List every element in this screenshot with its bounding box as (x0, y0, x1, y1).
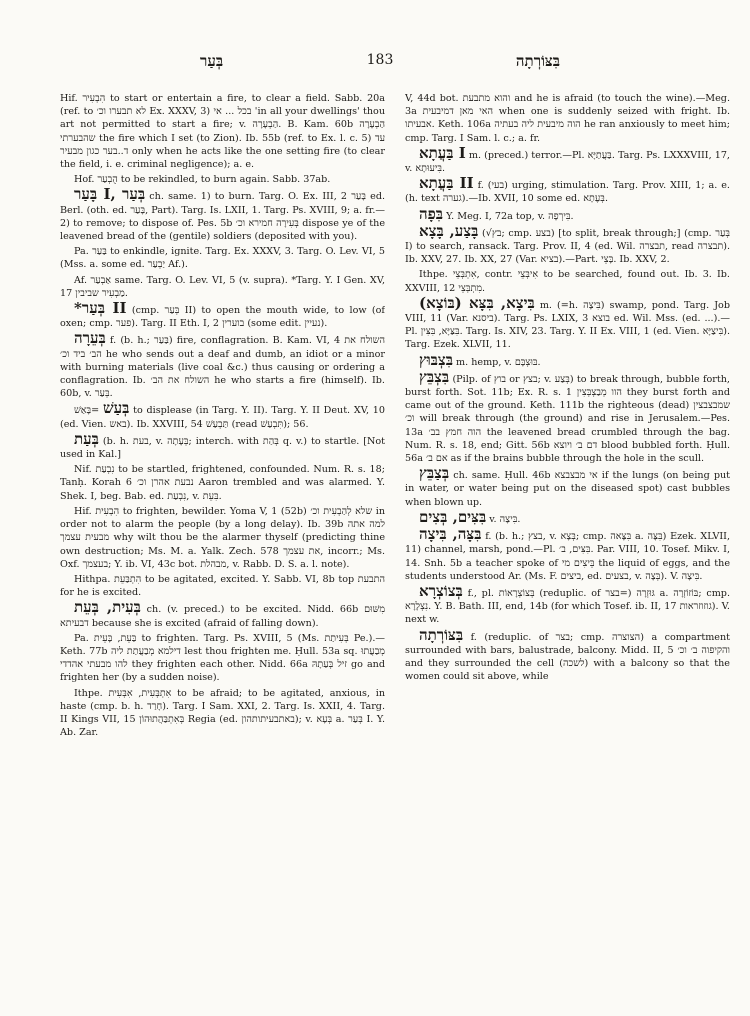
headword: בִּפָה (419, 204, 444, 223)
headword: בִּצְבּוּץ (419, 350, 453, 369)
entry-paragraph: Af. אַבְעַר same. Targ. O. Lev. VI, 5 (v. supra). *Targ. Y. I Gen. XV, 17 מַבְעִיר שביבין. (60, 274, 385, 299)
entry-paragraph: Pa. בַּעֵת, בָּעֵית to frighten. Targ. Ps. XVIII, 5 (Ms. בְּעִיתַת Pe.).—Keth. 77b דילמא מְבַעֲתַת ליה lest thou frighten me. Ḥull. 53a sq. מְבַעֲתוּ להו מבעתי אהדדי they frighten each other. Nidd. 66a זיל בְּעַתָהּ go and frighten her (by a sudden noise). (60, 632, 385, 684)
dictionary-entry (405, 464, 730, 509)
entry-definition: ch. same. 1) to burn. Targ. O. Ex. III, 2 בָּעַר ed. Berl. (oth. ed. בָּעַר, Part). Targ. Is. LXII, 1. Targ. Ps. XVIII, 9; a. fr.—2) to remove; to dispose of. Pes. 5b בְּעִירָה חמירא וכ׳ dispose ye of the leavened bread of the (gentile) soldiers (deposited with you). (60, 191, 385, 243)
headword: בִּצִּים, בְּצִים (419, 507, 487, 526)
dictionary-entry (405, 507, 730, 526)
headword: בְּעֵרָה (74, 329, 106, 348)
dictionary-entry (405, 174, 730, 205)
entry-paragraph: Ithpe. אִתְבְּצֵי, contr. אִיבְּצֵי to be searched, found out. Ib. 3. Ib. XXVIII, 12 מִתְבְּצֵי. (405, 269, 730, 294)
entry-definition: ch. same. Ḥull. 46b אי מבצבצא if the lungs (on being put in water, or water being put on the diseased spot) cast bubbles when blown up. (405, 470, 730, 508)
headword: *בְּעַר II (74, 299, 127, 318)
entry-definition: m. (preced.) terror.—Pl. בַּעֲתַיָּא. Targ. Ps. LXXXVIII, 17, v. בִּיעוּתָא. (405, 149, 730, 175)
entry-definition: f. (בעי) urging, stimulation. Targ. Prov. XIII, 1; a. e. (h. text גערה).—Ib. XVII, 10 some ed. בְּעֶתָא. (405, 180, 730, 205)
headword: בְּעַשׁ (103, 399, 130, 418)
entry-definition: ch. (v. preced.) to be excited. Nidd. 66b מִשּׁוּם דבעיתא because she is excited (afraid of falling down). (60, 604, 385, 629)
header-guide-word-right: בִּצּוֹרְתָה (515, 52, 560, 70)
entry-definition: (b. h. בעת, v. בְּעָתָה; interch. with בְּהַת q. v.) to startle. [Not used in Kal.] (60, 435, 385, 461)
headword: בַּעֲתָא II (419, 174, 474, 193)
entry-paragraph: Hif. הִבְעִיר to start or entertain a fire, to clear a field. Sabb. 20a (ref. to לא תבערו וכ׳ Ex. XXXV, 3) בכל ... אי 'in all your dwellings' thou art not permitted to start a fire; v. הַבְעָרָה. B. Kam. 60b הַבְעָרָה שהבערתי the fire which I set (to Zion). Ib. 55b (ref. to Ex. l. c. 5) עד ד..בער כגון מבעיר only when he acts like the one setting fire (to clear the field, i. e. criminal negligence); a. e. (60, 93, 385, 171)
dictionary-entry (60, 598, 385, 629)
entry-definition: f. (b. h.; בַּעַר) fire, conflagration. B. Kam. VI, 4 השולח את הב׳ ביד וכ׳ he who sends out a deaf and dumb, an idiot or a minor with burning materials (live coal &c.) thus causing or ordering a conflagration. Ib. השולח את הב׳ he who starts a fire (himself). Ib. 60b, v. בְּעַר. (60, 335, 385, 400)
entry-paragraph: Nif. נִבְעַת to be startled, frightened, confounded. Num. R. s. 18; Tanḥ. Korah 6 נבעת אהרן וכ׳ Aaron trembled and was alarmed. Y. Shek. I, beg. Bab. ed. נִבְעַת, v. בִּעֵת. (60, 464, 385, 502)
headword: בְּעִית, בְּעֵת (74, 598, 141, 617)
header-guide-word-left: בְּעַר (200, 52, 224, 70)
entry-definition: =בָּאַשׁ to displease (in Targ. Y. II). Targ. Y. II Deut. XV, 10 (ed. Vien. באש). Ib. XXVIII, 54 תַּבְעַשׁ (read תִּבְעַשׁ); 56. (60, 405, 385, 430)
dictionary-entry (405, 221, 730, 267)
page-header (70, 52, 690, 72)
page-number: 183 (366, 52, 394, 68)
headword: (בּוֹצָא) בִּיצָא, בִּצָּא (419, 293, 535, 312)
entry-paragraph: Hithpa. הִתְבַּעֵת to be agitated, excited. Y. Sabb. VI, 8b top התבעת for he is excited. (60, 573, 385, 599)
dictionary-entry (405, 625, 730, 684)
entry-paragraph: Hif. הִבְעִית to frighten, bewilder. Yoma V, 1 (52b) שלא לְהַבְעִית וכ׳ in order not to alarm the people (by a long delay). Ib. 39b למה אתה מבעית עצמך why wilt thou be the alarmer thyself (predicting thine own destruction; Ms. M. a. Yalk. Zech. 578 את עצמך, incorr.; Ms. Oxf. בעצמך; Y. ib. VI, 43c bot. מבהלת, v. Rabb. D. S. a. l. note). (60, 505, 385, 570)
dictionary-entry (405, 143, 730, 175)
dictionary-entry (405, 367, 730, 465)
headword: בְּצוֹצְרָא (419, 581, 463, 600)
headword: בִּצָּה, בִּיצָה (419, 525, 482, 544)
headword: בָּצַע, בָּצָא (419, 221, 479, 240)
entry-definition: m. (=h. בִּיצָה) swamp, pond. Targ. Job VIII, 11 (Var. ביסנא). Targ. Ps. LXIX, 3 בוצא ed. Wil. Mss. (ed. ...).—Pl. בִּצַּיָּא, בִּצִּין. Targ. Is. XIV, 23. Targ. Y. II Ex. VIII, 1 (ed. Vien. בִּיצַיָּא). Targ. Ezek. XLVII, 11. (405, 299, 730, 351)
entry-definition: (cmp. בְּעַר II) to open the mouth wide, to low (of oxen; cmp. פער). Targ. II Eth. I, 2 בוערין (some edit. נעיין). (60, 305, 385, 330)
entry-definition: (√בץ; cmp. בצע) [to split, break through;] (cmp. בְּעַר I) to search, ransack. Targ. Prov. II, 4 (ed. Wil. תבצרה, read תבצרה). Ib. XXV, 27. Ib. XX, 27 (Var. בציא).—Part. בָּצֵי. Ib. XXV, 2. (405, 227, 730, 266)
headword: בְּעַת (74, 429, 99, 448)
dictionary-entry (405, 350, 730, 369)
entry-definition: v. בִּיצָה. (486, 513, 521, 525)
entry-definition: (Pilp. of בוץ or בצץ; v. בְּצַע) to break through, bubble forth, burst forth. Sot. 11b; Ex. R. s. 1 הוו מְבַצְבְּצִין they burst forth and came out of the ground. Keth. 111b the righteous (dead) שמבצבצין וכ׳ will break through (the ground) and rise in Jerusalem.—Pes. 13a הוה חמץ בב׳ the leavened bread crumbled through the bag. Num. R. s. 18, end; Gitt. 56b דם ב׳ ויוצא blood bubbled forth. Ḥull. 56a אם ב׳ as if the brains bubble through the hole in the scull. (405, 373, 730, 465)
entry-definition: m. hemp, v. בּוּצְבָּם. (452, 356, 541, 368)
dictionary-entry (60, 329, 385, 400)
entry-definition: Y. Meg. I, 72a top, v. בִּירְפָה. (443, 210, 574, 222)
entry-paragraph: Ithpe. אִתְבְּעִית, אִבְּעִית to be afraid; to be agitated, anxious, in haste (cmp. b. h. חָרַד). Targ. I Sam. XXI, 2. Targ. Is. XXII, 4. Targ. II Kings VII, 15 בְּאִתְבַּהֲתוּהוֹן Regia (ed. באתבעיתותהון); v. בְּעָא a. בְּעַר I. Y. Ab. Zar. (60, 687, 385, 739)
entry-definition: f. (reduplic. of בצר; cmp. הצוצרה) a compartment surrounded with bars, balustrade, balcony. Midd. II, 5 והקיפוה ב׳ וכ׳ and they surrounded the cell (לשכה) with a balcony so that the women could sit above, while (405, 631, 730, 683)
headword: בְּצַבֵּץ (419, 464, 450, 483)
left-column (60, 92, 385, 1002)
headword: בָּעַר I, בְּעַר (74, 185, 146, 204)
dictionary-entry (405, 204, 730, 223)
entry-paragraph: Pa. בַּעַר to enkindle, ignite. Targ. Ex. XXXV, 3. Targ. O. Lev. VI, 5 (Mss. a. some ed. יַבְעַר Af.). (60, 246, 385, 271)
entry-paragraph: V, 44d bot. והוא מתבעת and he is afraid (to touch the wine).—Meg. 3a האי מאן דמיבעית when one is suddenly seized with fright. Ib. אבעיתו. Keth. 106a הוה מיבעית ליה בעתיה he ran anxiously to meet him; cmp. Targ. I Sam. l. c.; a. fr. (405, 93, 730, 144)
dictionary-entry (405, 293, 730, 352)
headword: בִּצְבֵּץ (419, 367, 450, 386)
dictionary-entry (405, 581, 730, 627)
dictionary-entry (60, 299, 385, 330)
dictionary-entry (405, 525, 730, 583)
dictionary-entry (60, 429, 385, 461)
entry-paragraph: Hof. הֻבְעַר to be rekindled, to burn again. Sabb. 37ab. (74, 174, 331, 186)
entry-definition: f. (b. h.; בצץ, v. בְּצָא; cmp. בִּצָּאה a. בִּצָּה) Ezek. XLVII, 11) channel, marsh, pond.—Pl. בִּצִּים, ב׳. Par. VIII, 10. Tosef. Mikv. I, 14. Snh. 5b a teacher spoke of בֵּיצִים מי the liquid of eggs, and the students understood Ar. (Ms. F. ביצים, ed. בצעים, v. בְּצָה). V. בִּיצָה. (405, 531, 730, 582)
dictionary-entry (60, 185, 385, 243)
entry-definition: f., pl. בְּצוֹצְרָאוֹת (reduplic. of בצר=) גּוּזְרָה a. בּוֹזוֹזְרָה; cmp. נִצְלָרָא. Y. B. Bath. III, end, 14b (for which Tosef. ib. II, 17 גוזוזראות). V. next w. (405, 587, 730, 626)
right-column (405, 92, 730, 1002)
headword: בִּצּוֹרְתָה (419, 625, 464, 644)
headword: בַּעֲתָא I (419, 143, 466, 162)
dictionary-entry (60, 399, 385, 430)
